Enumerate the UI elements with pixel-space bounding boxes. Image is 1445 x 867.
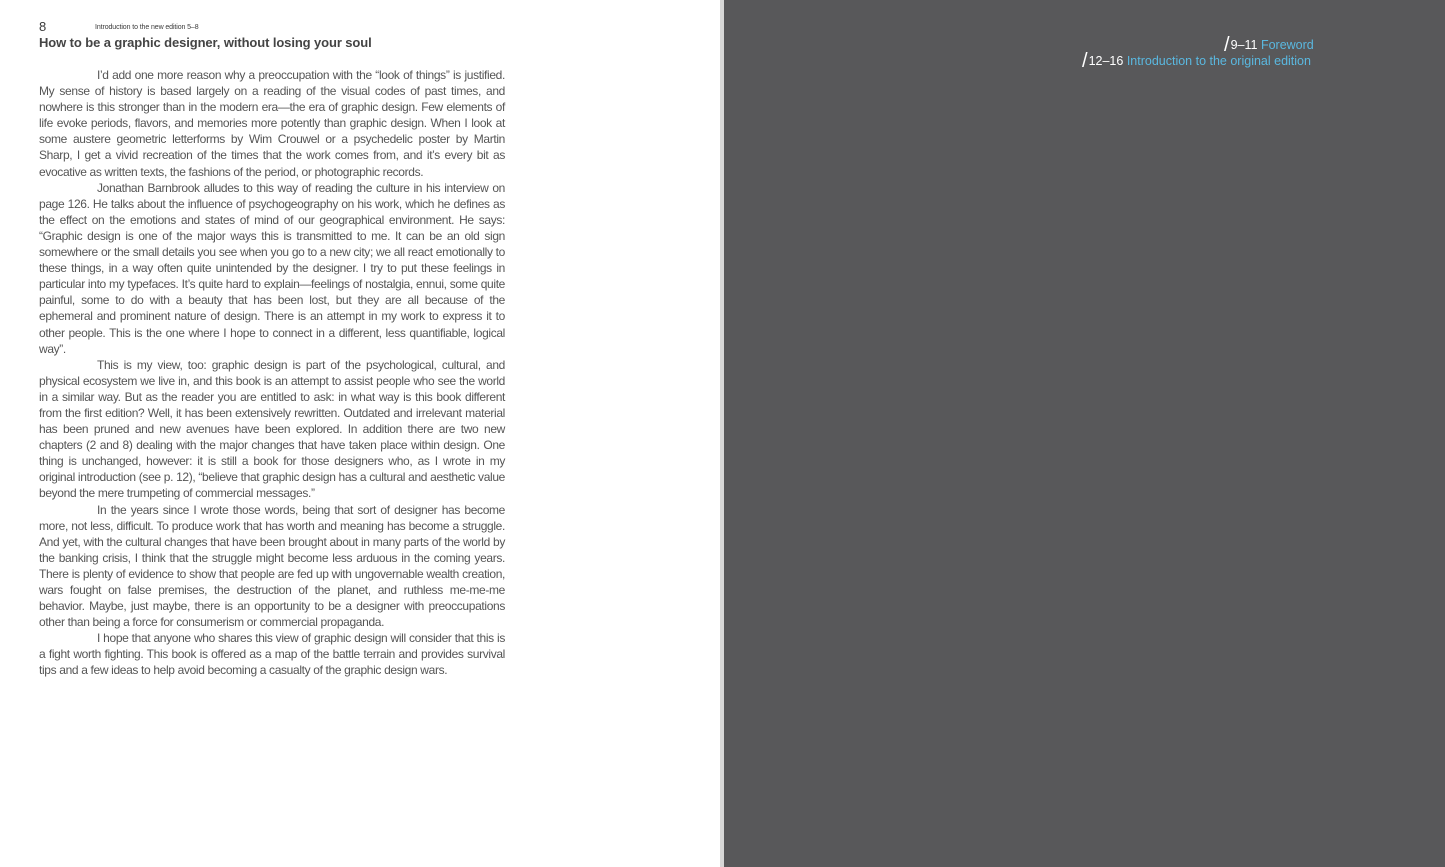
right-page xyxy=(724,0,1445,867)
toc-pages: 12–16 xyxy=(1088,54,1124,68)
paragraph: Jonathan Barnbrook alludes to this way of reading the culture in his interview on page 126. He talks about the influence of psychogeography on his work, which he defines as the effect on the emotions and states of mind of our geographical environment. He says: “Graphic design is one of the major ways this is transmitted to me. It can be an old sign somewhere or the small details you see when you go to a new city; we all react emotionally to these things, in a way often quite unintended by the designer. I try to put these feelings in particular into my typefaces. It’s quite hard to explain—feelings of nostalgia, ennui, some quite painful, some to do with a beauty that has been lost, but they are all because of the ephemeral and prominent nature of design. There is an attempt in my work to express it to other people. This is the one where I hope to connect in a different, less quantifiable, logical way”. xyxy=(39,180,505,356)
toc-link-foreword[interactable]: Foreword xyxy=(1260,38,1314,52)
body-text xyxy=(39,67,505,679)
paragraph: This is my view, too: graphic design is part of the psychological, cultural, and physical ecosystem we live in, and this book is an attempt to assist people who see the world in a similar way. But as the reader you are entitled to ask: in what way is this book different from the first edition? Well, it has been extensively rewritten. Outdated and irrelevant material has been pruned and new avenues have been explored. In addition there are two new chapters (2 and 8) dealing with the major changes that have taken place within design. One thing is unchanged, however: it is still a book for those designers who, as I wrote in my original introduction (see p. 12), “believe that graphic design has a cultural and aesthetic value beyond the mere trumpeting of commercial messages.” xyxy=(39,357,505,501)
page-number: 8 xyxy=(39,19,47,34)
toc-item-original-introduction[interactable] xyxy=(1082,48,1311,71)
book-title: How to be a graphic designer, without losing your soul xyxy=(39,35,372,50)
paragraph: I’d add one more reason why a preoccupation with the “look of things” is justified. My sense of history is based largely on a reading of the visual codes of past times, and nowhere is this stronger than in the modern era—the era of graphic design. Few elements of life evoke periods, flavors, and memories more potently than graphic design. When I look at some austere geometric letterforms by Wim Crouwel or a psychedelic poster by Martin Sharp, I get a vivid recreation of the times that the work comes from, and it’s every bit as evocative as written texts, the fashions of the period, or photographic records. xyxy=(39,68,505,179)
running-head: Introduction to the new edition 5–8 xyxy=(95,24,199,31)
slash-divider-icon: / xyxy=(1082,50,1088,72)
paragraph: In the years since I wrote those words, being that sort of designer has become more, not less, difficult. To produce work that has worth and meaning has become a struggle. And yet, with the cultural changes that have been brought about in many parts of the world by the banking crisis, I think that the struggle might become less arduous in the coming years. There is plenty of evidence to show that people are fed up with ungovernable wealth creation, wars fought on false premises, the destruction of the planet, and ruthless me-me-me behavior. Maybe, just maybe, there is an opportunity to be a designer with preoccupations other than being a force for consumerism or commercial propaganda. xyxy=(39,502,505,630)
left-page xyxy=(0,0,721,867)
toc-link-original-introduction[interactable]: Introduction to the original edition xyxy=(1126,54,1311,68)
paragraph: I hope that anyone who shares this view of graphic design will consider that this is a fight worth fighting. This book is offered as a map of the battle terrain and provides survival tips and a few ideas to help avoid becoming a casualty of the graphic design wars. xyxy=(39,631,505,678)
slash-divider-icon: / xyxy=(1224,34,1230,56)
toc-pages: 9–11 xyxy=(1230,38,1258,52)
